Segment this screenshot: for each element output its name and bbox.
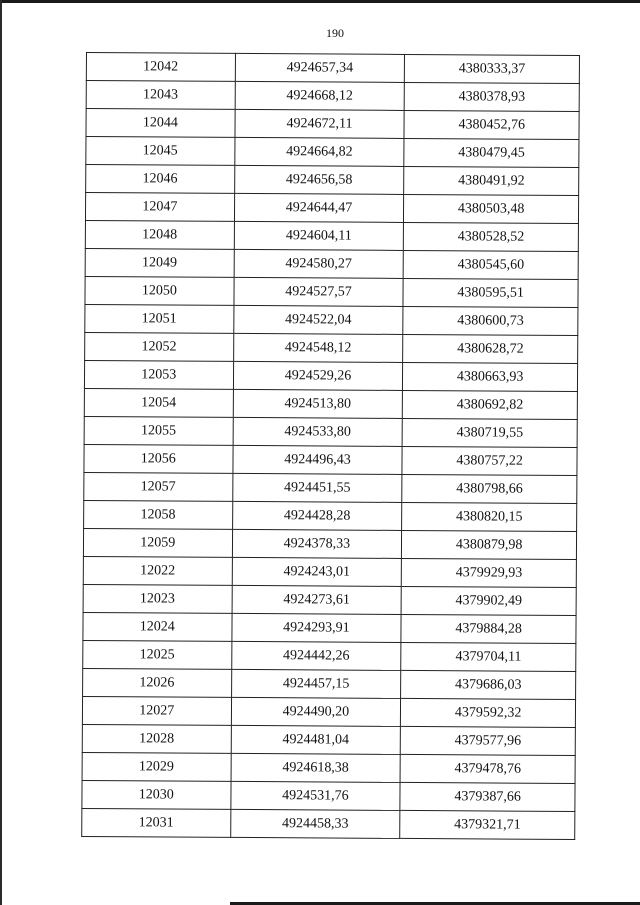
point-number-cell: 12022 (83, 556, 232, 585)
table-row (84, 416, 577, 447)
table-row (86, 165, 579, 196)
table-row (86, 109, 579, 140)
point-number-cell: 12058 (84, 500, 233, 529)
point-number-cell: 12049 (85, 248, 234, 277)
y-coordinate-cell: 4380333,37 (405, 54, 580, 83)
table-row (82, 724, 575, 755)
point-number-cell: 12057 (84, 472, 233, 501)
table-row (86, 53, 579, 84)
table-row (85, 304, 578, 335)
y-coordinate-cell: 4380595,51 (403, 278, 578, 307)
y-coordinate-cell: 4379577,96 (401, 726, 576, 755)
point-number-cell: 12030 (82, 780, 231, 809)
x-coordinate-cell: 4924664,82 (234, 137, 404, 166)
y-coordinate-cell: 4380452,76 (404, 110, 579, 139)
table-row (83, 556, 576, 587)
y-coordinate-cell: 4379592,32 (401, 698, 576, 727)
x-coordinate-cell: 4924458,33 (230, 809, 400, 838)
point-number-cell: 12023 (83, 584, 232, 613)
point-number-cell: 12028 (82, 724, 231, 753)
table-row (84, 472, 577, 503)
point-number-cell: 12052 (85, 332, 234, 361)
coordinates-table-body (82, 53, 580, 840)
x-coordinate-cell: 4924531,76 (230, 781, 400, 810)
x-coordinate-cell: 4924656,58 (234, 165, 404, 194)
y-coordinate-cell: 4380528,52 (404, 222, 579, 251)
x-coordinate-cell: 4924618,38 (231, 753, 401, 782)
x-coordinate-cell: 4924457,15 (231, 669, 401, 698)
table-row (85, 193, 578, 224)
scan-edge-left (0, 0, 2, 905)
x-coordinate-cell: 4924293,91 (231, 613, 401, 642)
y-coordinate-cell: 4380798,66 (402, 474, 577, 503)
table-row (83, 528, 576, 559)
coordinates-table (81, 52, 580, 840)
table-row (86, 137, 579, 168)
x-coordinate-cell: 4924668,12 (235, 81, 405, 110)
y-coordinate-cell: 4379902,49 (401, 586, 576, 615)
x-coordinate-cell: 4924548,12 (233, 333, 403, 362)
point-number-cell: 12029 (82, 752, 231, 781)
point-number-cell: 12053 (84, 360, 233, 389)
x-coordinate-cell: 4924451,55 (232, 473, 402, 502)
point-number-cell: 12056 (84, 444, 233, 473)
x-coordinate-cell: 4924442,26 (231, 641, 401, 670)
table-row (85, 220, 578, 251)
point-number-cell: 12048 (85, 220, 234, 249)
table-row (82, 808, 575, 839)
table-row (82, 780, 575, 811)
table-row (84, 360, 577, 391)
point-number-cell: 12043 (86, 81, 235, 110)
table-row (84, 444, 577, 475)
point-number-cell: 12027 (82, 696, 231, 725)
x-coordinate-cell: 4924481,04 (231, 725, 401, 754)
table-row (83, 612, 576, 643)
table-row (85, 332, 578, 363)
point-number-cell: 12026 (83, 668, 232, 697)
x-coordinate-cell: 4924428,28 (232, 501, 402, 530)
point-number-cell: 12055 (84, 416, 233, 445)
x-coordinate-cell: 4924644,47 (234, 193, 404, 222)
y-coordinate-cell: 4380692,82 (403, 390, 578, 419)
y-coordinate-cell: 4379704,11 (401, 642, 576, 671)
point-number-cell: 12050 (85, 276, 234, 305)
table-row (85, 276, 578, 307)
point-number-cell: 12054 (84, 388, 233, 417)
y-coordinate-cell: 4380503,48 (404, 194, 579, 223)
point-number-cell: 12046 (86, 165, 235, 194)
x-coordinate-cell: 4924522,04 (233, 305, 403, 334)
point-number-cell: 12047 (85, 193, 234, 222)
x-coordinate-cell: 4924604,11 (234, 221, 404, 250)
x-coordinate-cell: 4924378,33 (232, 529, 402, 558)
y-coordinate-cell: 4380879,98 (402, 530, 577, 559)
x-coordinate-cell: 4924533,80 (233, 417, 403, 446)
x-coordinate-cell: 4924580,27 (234, 249, 404, 278)
x-coordinate-cell: 4924243,01 (232, 557, 402, 586)
table-row (82, 696, 575, 727)
table-row (84, 500, 577, 531)
y-coordinate-cell: 4379686,03 (401, 670, 576, 699)
point-number-cell: 12031 (82, 808, 231, 837)
y-coordinate-cell: 4380820,15 (402, 502, 577, 531)
x-coordinate-cell: 4924672,11 (235, 109, 405, 138)
y-coordinate-cell: 4380600,73 (403, 306, 578, 335)
table-row (86, 81, 579, 112)
y-coordinate-cell: 4379387,66 (400, 782, 575, 811)
x-coordinate-cell: 4924496,43 (233, 445, 403, 474)
point-number-cell: 12045 (86, 137, 235, 166)
table-row (83, 668, 576, 699)
x-coordinate-cell: 4924529,26 (233, 361, 403, 390)
y-coordinate-cell: 4380491,92 (404, 166, 579, 195)
table-row (85, 248, 578, 279)
y-coordinate-cell: 4380757,22 (402, 446, 577, 475)
table-row (84, 388, 577, 419)
point-number-cell: 12051 (85, 304, 234, 333)
y-coordinate-cell: 4380628,72 (403, 334, 578, 363)
x-coordinate-cell: 4924657,34 (235, 53, 405, 82)
scan-edge-top (0, 0, 640, 3)
y-coordinate-cell: 4380663,93 (403, 362, 578, 391)
x-coordinate-cell: 4924490,20 (231, 697, 401, 726)
y-coordinate-cell: 4379321,71 (400, 810, 575, 839)
x-coordinate-cell: 4924273,61 (232, 585, 402, 614)
table-row (83, 584, 576, 615)
y-coordinate-cell: 4379929,93 (402, 558, 577, 587)
page-number: 190 (326, 26, 344, 40)
point-number-cell: 12044 (86, 109, 235, 138)
point-number-cell: 12059 (83, 528, 232, 557)
y-coordinate-cell: 4379478,76 (400, 754, 575, 783)
x-coordinate-cell: 4924513,80 (233, 389, 403, 418)
y-coordinate-cell: 4380719,55 (402, 418, 577, 447)
y-coordinate-cell: 4379884,28 (401, 614, 576, 643)
point-number-cell: 12024 (83, 612, 232, 641)
table-row (82, 752, 575, 783)
y-coordinate-cell: 4380378,93 (404, 82, 579, 111)
point-number-cell: 12025 (83, 640, 232, 669)
point-number-cell: 12042 (86, 53, 235, 82)
x-coordinate-cell: 4924527,57 (234, 277, 404, 306)
table-row (83, 640, 576, 671)
y-coordinate-cell: 4380545,60 (403, 250, 578, 279)
y-coordinate-cell: 4380479,45 (404, 138, 579, 167)
